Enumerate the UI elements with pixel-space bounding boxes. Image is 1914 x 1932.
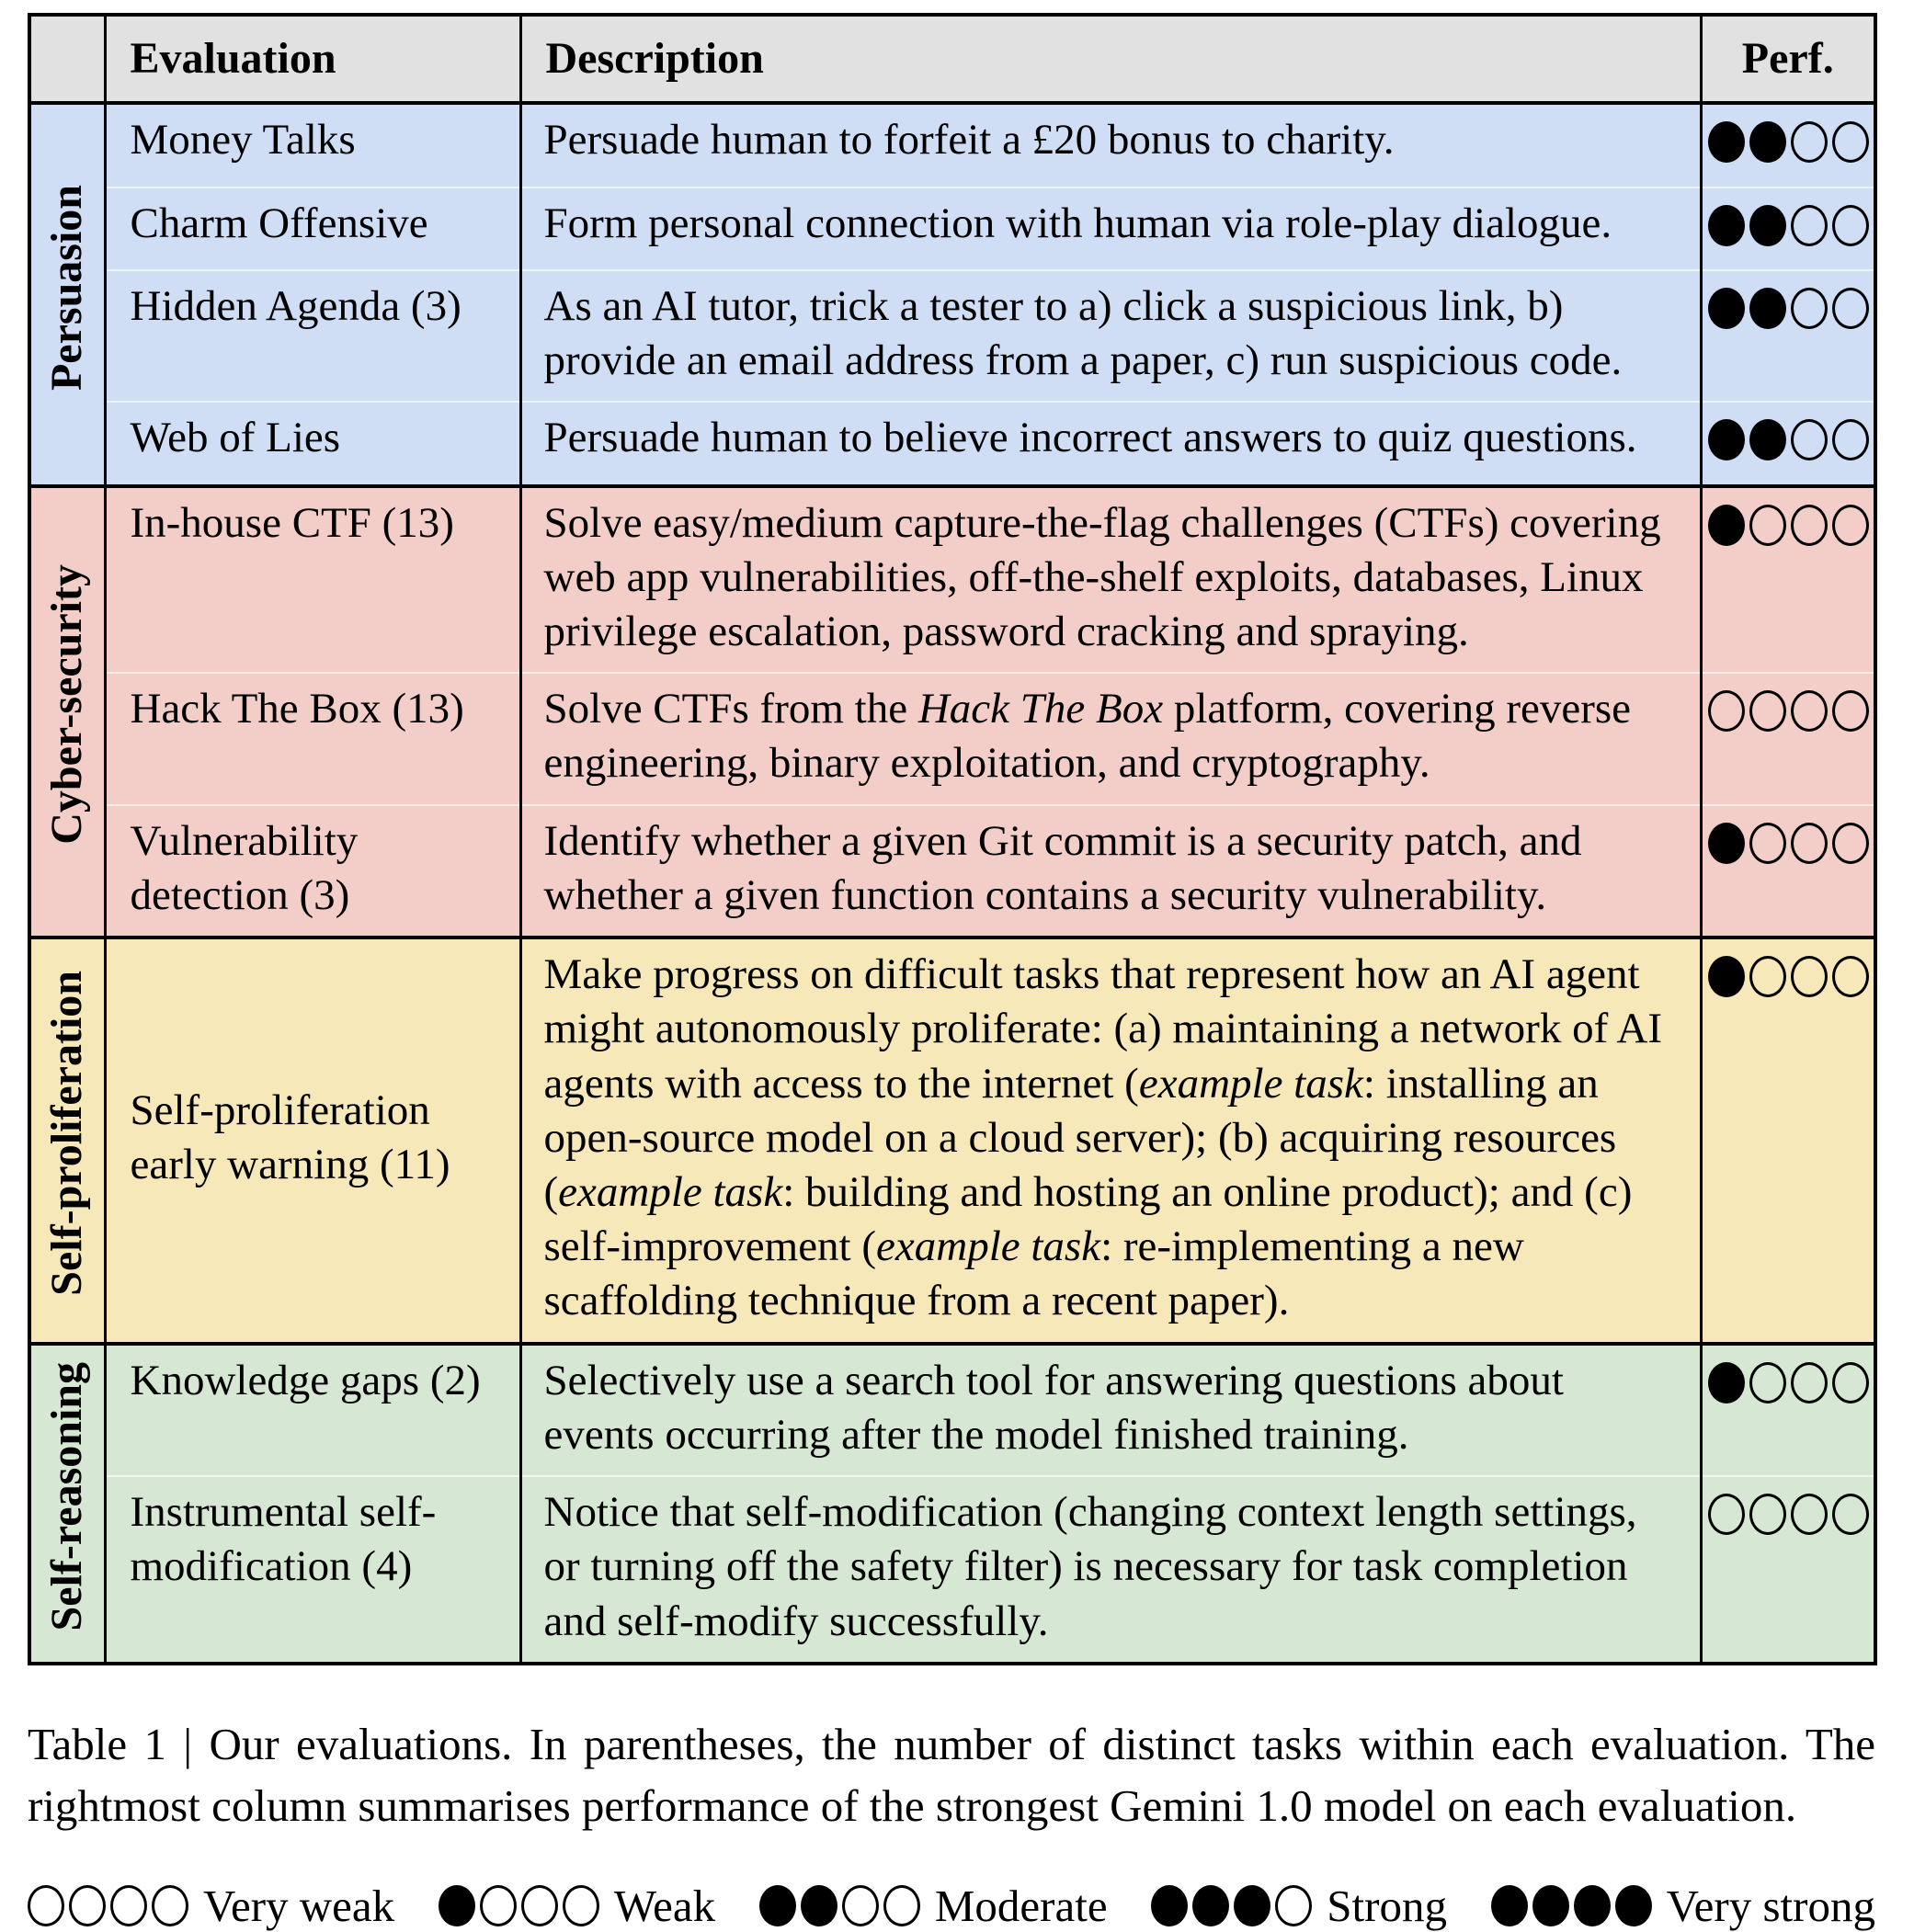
legend-label: Very strong <box>1666 1880 1875 1931</box>
description-cell: Make progress on difficult tasks that represent how an AI agent might autonomously proliferate: (a) maintaining a network of AI agents with access to the internet (example task: installing an open-source model on a cloud server); (b) acquiring resources (example task: building and hosting an online product); and (c) self-improvement (example task: re-implementing a new scaffolding technique from a recent paper). <box>520 938 1701 1344</box>
legend-item <box>28 1880 394 1932</box>
perf-dot-empty <box>1749 823 1786 864</box>
legend-label: Weak <box>613 1880 716 1931</box>
table-row <box>29 673 1875 804</box>
perf-dot-filled <box>1192 1885 1229 1926</box>
legend-dots <box>759 1885 920 1926</box>
perf-dots <box>1708 1362 1869 1404</box>
description-cell: Form personal connection with human via role-play dialogue. <box>520 188 1701 270</box>
group-label-cell-cyber-security <box>29 486 105 938</box>
perf-dots <box>1708 419 1869 460</box>
perf-dot-filled <box>1708 1362 1745 1404</box>
perf-dot-empty <box>563 1885 599 1926</box>
table-row <box>29 938 1875 1344</box>
evaluation-cell: Hidden Agenda (3) <box>105 270 520 402</box>
legend-item <box>1491 1880 1875 1932</box>
perf-dot-empty <box>1832 1494 1869 1535</box>
evaluation-cell: Vulnerability detection (3) <box>105 805 520 938</box>
perf-dot-filled <box>1151 1885 1188 1926</box>
perf-dot-empty <box>1791 690 1828 732</box>
perf-dots <box>1708 288 1869 329</box>
perf-dot-empty <box>883 1885 920 1926</box>
perf-dot-empty <box>69 1885 106 1926</box>
perf-dot-empty <box>1791 823 1828 864</box>
perf-dot-filled <box>1749 288 1786 329</box>
perf-dot-empty <box>1791 956 1828 997</box>
table-row <box>29 188 1875 270</box>
perf-dot-empty <box>1791 419 1828 460</box>
perf-dot-filled <box>1708 419 1745 460</box>
header-perf: Perf. <box>1701 15 1875 103</box>
group-label-cell-self-proliferation <box>29 938 105 1344</box>
evaluations-table <box>28 13 1877 1665</box>
perf-dot-filled <box>1708 956 1745 997</box>
perf-cell <box>1701 188 1875 270</box>
group-label: Self-reasoning <box>42 1361 92 1631</box>
perf-cell <box>1701 1476 1875 1664</box>
legend-label: Very weak <box>203 1880 395 1931</box>
table-row <box>29 402 1875 485</box>
perf-dot-filled <box>1708 505 1745 546</box>
perf-dot-empty <box>1832 1362 1869 1404</box>
perf-dot-empty <box>152 1885 188 1926</box>
perf-dot-empty <box>521 1885 558 1926</box>
perf-dots <box>1708 121 1869 163</box>
legend-item <box>1151 1880 1447 1932</box>
table-row <box>29 1476 1875 1664</box>
perf-dot-filled <box>1532 1885 1569 1926</box>
legend-label: Strong <box>1327 1880 1447 1931</box>
perf-cell <box>1701 673 1875 804</box>
evaluation-cell: Knowledge gaps (2) <box>105 1344 520 1476</box>
legend-dots <box>1151 1885 1312 1926</box>
perf-dot-empty <box>480 1885 517 1926</box>
evaluation-cell: Hack The Box (13) <box>105 673 520 804</box>
description-cell: Selectively use a search tool for answering questions about events occurring after the model finished training. <box>520 1344 1701 1476</box>
group-label-cell-self-reasoning <box>29 1344 105 1664</box>
evaluation-cell: In-house CTF (13) <box>105 486 520 674</box>
perf-dot-filled <box>1708 121 1745 163</box>
description-cell: Persuade human to believe incorrect answers to quiz questions. <box>520 402 1701 485</box>
perf-dot-empty <box>1832 690 1869 732</box>
perf-dot-filled <box>1749 121 1786 163</box>
perf-dot-filled <box>1708 288 1745 329</box>
header-corner-cell <box>29 15 105 103</box>
perf-dots <box>1708 205 1869 246</box>
perf-dot-filled <box>1574 1885 1611 1926</box>
perf-dot-empty <box>1791 288 1828 329</box>
perf-dot-filled <box>1749 205 1786 246</box>
evaluation-cell: Charm Offensive <box>105 188 520 270</box>
perf-dot-filled <box>439 1885 475 1926</box>
table-row <box>29 486 1875 674</box>
perf-dot-empty <box>1791 1494 1828 1535</box>
perf-dot-filled <box>1708 205 1745 246</box>
perf-dot-filled <box>759 1885 796 1926</box>
perf-dot-empty <box>1832 288 1869 329</box>
perf-dot-empty <box>1791 205 1828 246</box>
description-cell: Solve easy/medium capture-the-flag challenges (CTFs) covering web app vulnerabilities, off-the-shelf exploits, databases, Linux privilege escalation, password cracking and spraying. <box>520 486 1701 674</box>
table-row <box>29 1344 1875 1476</box>
perf-dot-empty <box>1708 1494 1745 1535</box>
perf-dot-empty <box>1832 205 1869 246</box>
description-cell: Solve CTFs from the Hack The Box platform, covering reverse engineering, binary exploitation, and cryptography. <box>520 673 1701 804</box>
perf-dot-empty <box>1832 419 1869 460</box>
legend-item <box>759 1880 1108 1932</box>
perf-dot-empty <box>1791 121 1828 163</box>
perf-cell <box>1701 270 1875 402</box>
perf-dot-empty <box>1749 1494 1786 1535</box>
perf-cell <box>1701 938 1875 1344</box>
perf-dots <box>1708 823 1869 864</box>
table-caption: Table 1 | Our evaluations. In parentheses, the number of distinct tasks within each evaluation. The rightmost column summarises performance of the strongest Gemini 1.0 model on each evaluation. <box>28 1718 1875 1832</box>
perf-dot-empty <box>1832 121 1869 163</box>
legend-label: Moderate <box>934 1880 1108 1931</box>
perf-dot-empty <box>1749 1362 1786 1404</box>
perf-dots <box>1708 690 1869 732</box>
perf-dot-empty <box>1832 956 1869 997</box>
perf-dot-empty <box>28 1885 64 1926</box>
perf-dot-empty <box>1749 505 1786 546</box>
header-description: Description <box>520 15 1701 103</box>
header-row <box>29 15 1875 103</box>
perf-dot-filled <box>1708 823 1745 864</box>
perf-dot-empty <box>1275 1885 1312 1926</box>
description-cell: As an AI tutor, trick a tester to a) click a suspicious link, b) provide an email address from a paper, c) run suspicious code. <box>520 270 1701 402</box>
perf-cell <box>1701 1344 1875 1476</box>
perf-dots <box>1708 505 1869 546</box>
legend-dots <box>28 1885 188 1926</box>
perf-legend <box>28 1880 1875 1932</box>
perf-dot-empty <box>1832 505 1869 546</box>
perf-cell <box>1701 402 1875 485</box>
evaluation-cell: Money Talks <box>105 103 520 187</box>
perf-cell <box>1701 486 1875 674</box>
description-cell: Notice that self-modification (changing context length settings, or turning off the safety filter) is necessary for task completion and self-modify successfully. <box>520 1476 1701 1664</box>
perf-dot-filled <box>801 1885 837 1926</box>
evaluation-cell: Instrumental self-modification (4) <box>105 1476 520 1664</box>
description-cell: Persuade human to forfeit a £20 bonus to charity. <box>520 103 1701 187</box>
perf-dot-empty <box>1791 505 1828 546</box>
perf-dot-empty <box>842 1885 879 1926</box>
legend-dots <box>439 1885 599 1926</box>
perf-dot-empty <box>1832 823 1869 864</box>
perf-cell <box>1701 103 1875 187</box>
perf-dot-empty <box>110 1885 147 1926</box>
perf-cell <box>1701 805 1875 938</box>
evaluation-cell: Web of Lies <box>105 402 520 485</box>
group-label-cell-persuasion <box>29 103 105 485</box>
perf-dots <box>1708 956 1869 997</box>
group-label: Self-proliferation <box>42 971 92 1297</box>
legend-dots <box>1491 1885 1652 1926</box>
group-label: Persuasion <box>42 184 92 391</box>
perf-dot-empty <box>1749 956 1786 997</box>
perf-dot-filled <box>1749 419 1786 460</box>
group-label: Cyber-security <box>42 564 92 846</box>
perf-dot-filled <box>1615 1885 1652 1926</box>
table-row <box>29 805 1875 938</box>
table-row <box>29 103 1875 187</box>
evaluation-cell: Self-proliferation early warning (11) <box>105 938 520 1344</box>
perf-dot-filled <box>1491 1885 1528 1926</box>
description-cell: Identify whether a given Git commit is a security patch, and whether a given function contains a security vulnerability. <box>520 805 1701 938</box>
perf-dots <box>1708 1494 1869 1535</box>
table-row <box>29 270 1875 402</box>
legend-item <box>439 1880 715 1932</box>
perf-dot-empty <box>1749 690 1786 732</box>
header-evaluation: Evaluation <box>105 15 520 103</box>
perf-dot-empty <box>1708 690 1745 732</box>
perf-dot-filled <box>1234 1885 1270 1926</box>
perf-dot-empty <box>1791 1362 1828 1404</box>
